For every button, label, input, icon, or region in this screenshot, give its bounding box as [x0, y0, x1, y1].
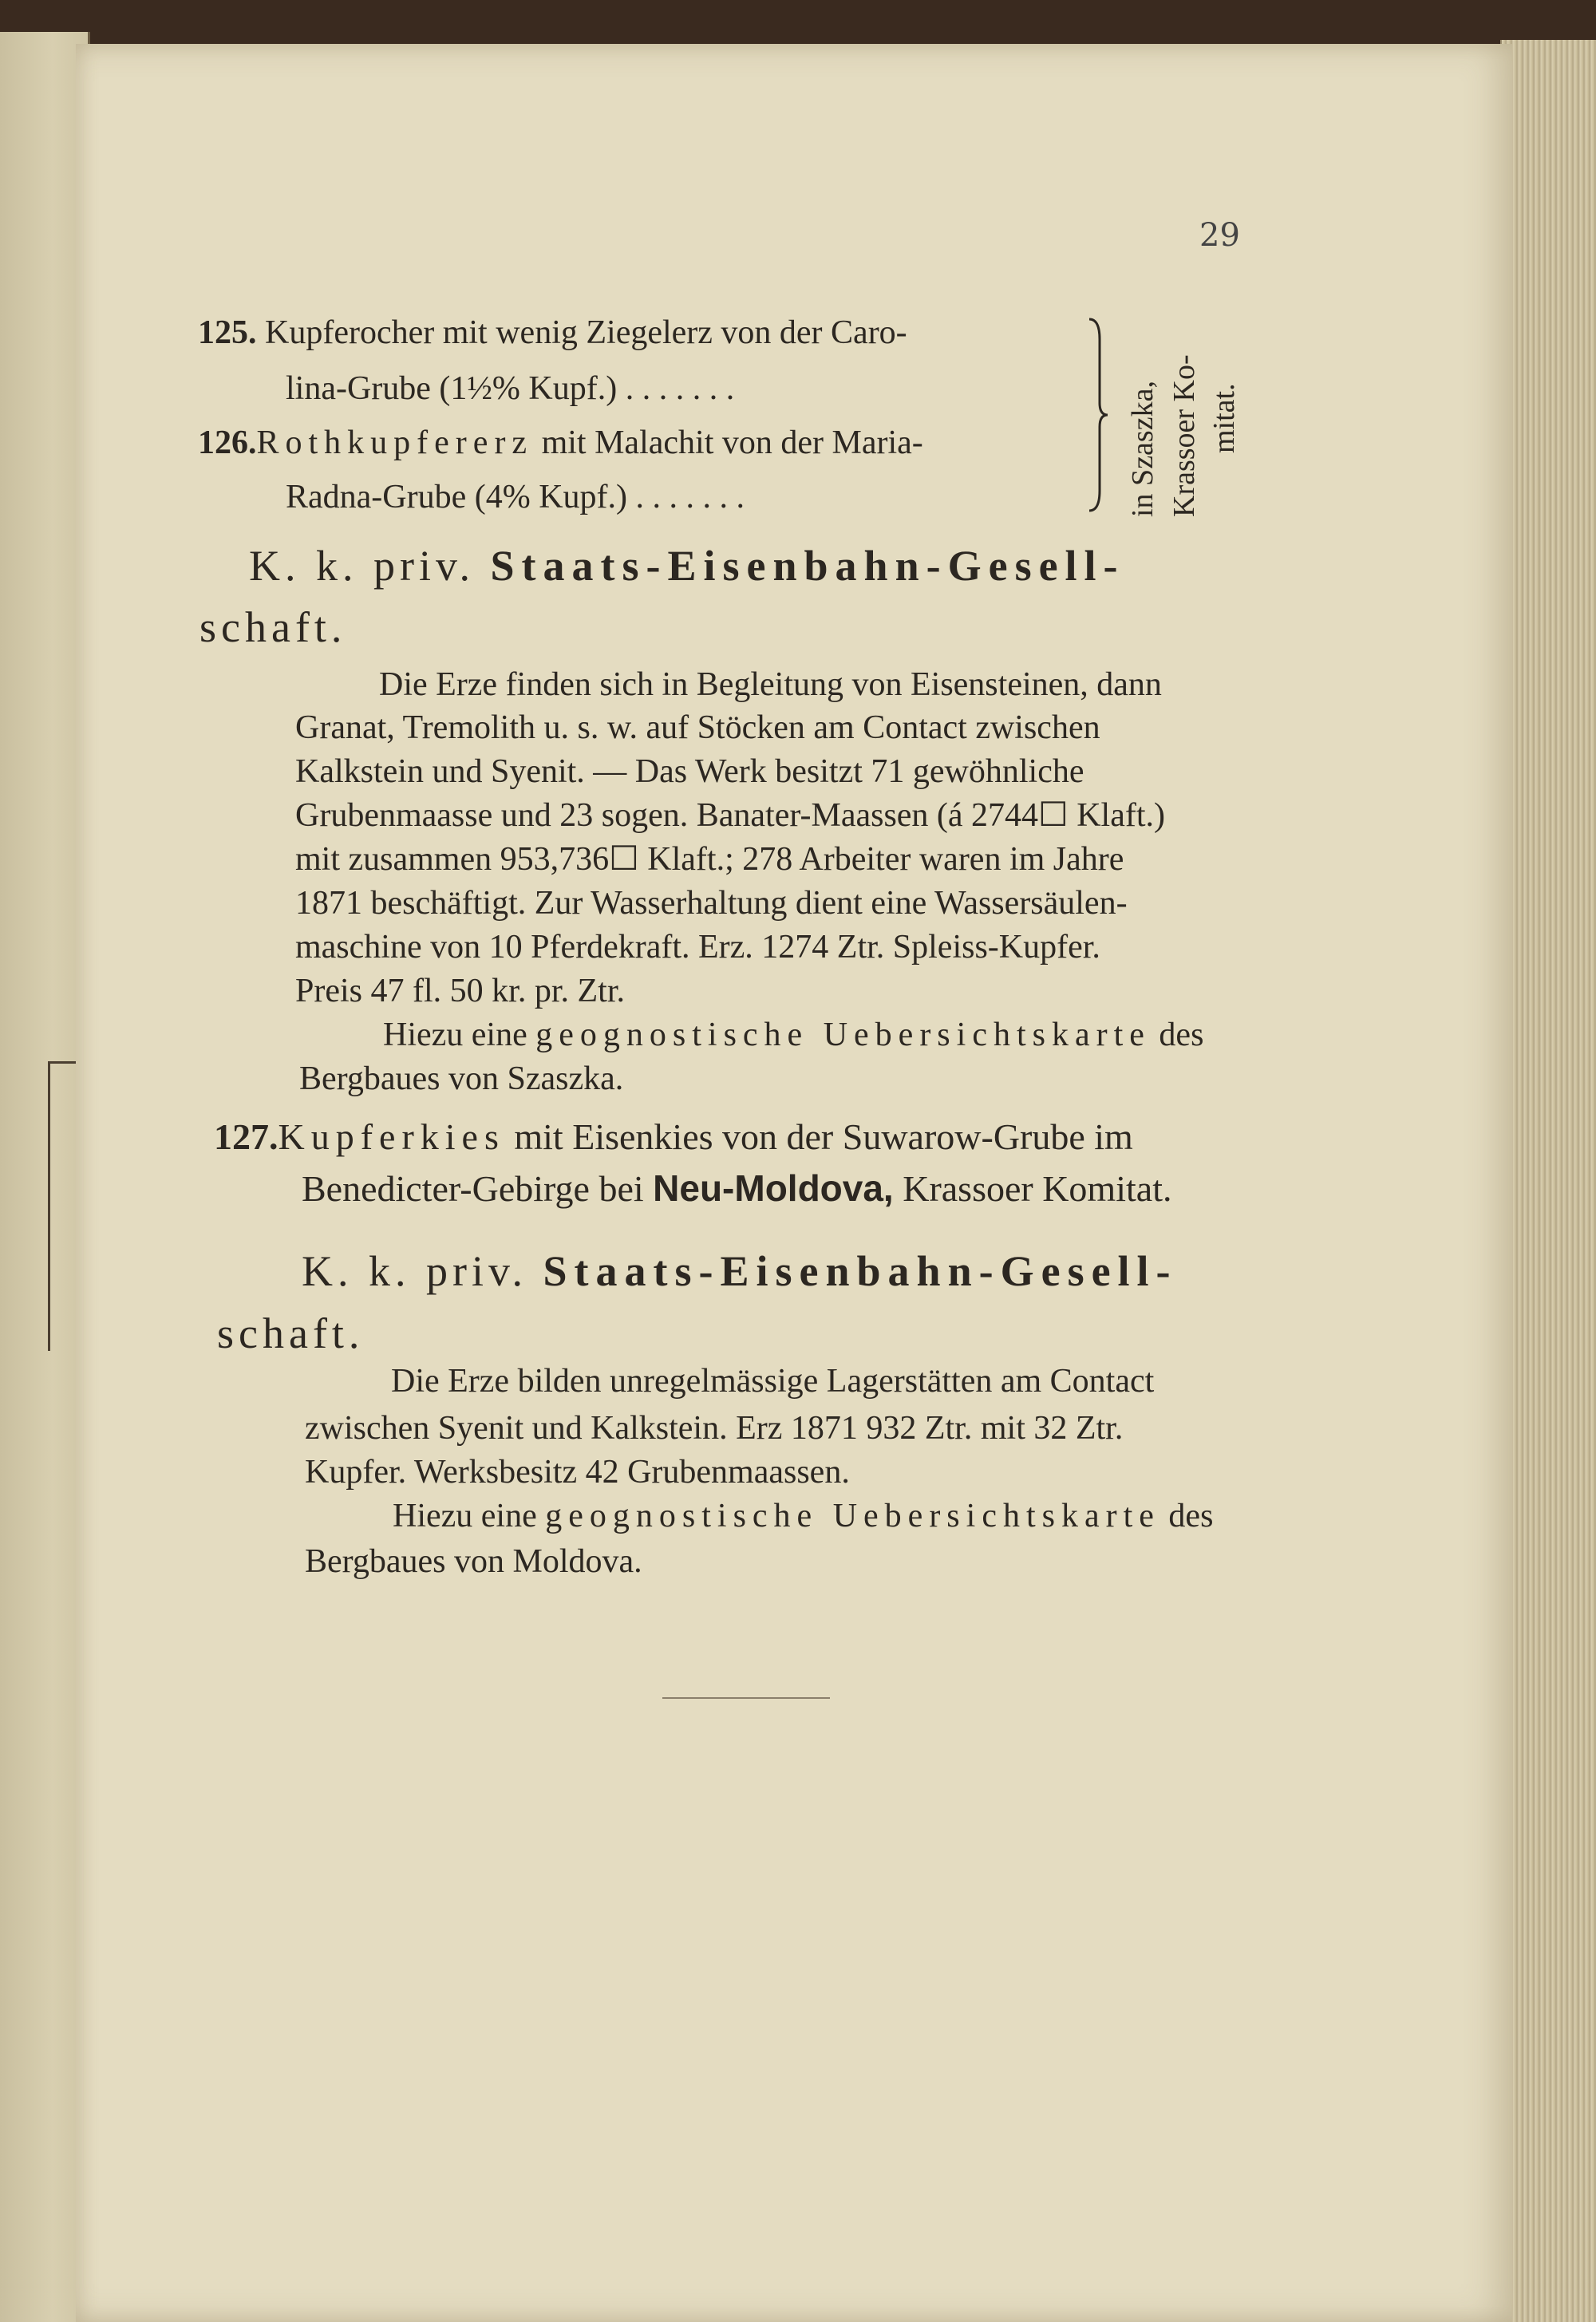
company1-body-line: maschine von 10 Pferdekraft. Erz. 1274 Ztr. Spleiss-Kupfer.	[295, 929, 1100, 966]
company-heading-2-cont: schaft.	[217, 1309, 365, 1357]
entry-125-line2: lina-Grube (1½% Kupf.) . . . . . . .	[286, 370, 735, 407]
brace-bracket	[1085, 315, 1109, 515]
company2-map-note-line2: Bergbaues von Moldova.	[305, 1543, 642, 1580]
company1-body-line: Die Erze finden sich in Begleitung von Eisensteinen, dann	[379, 666, 1162, 703]
company2-map-note: Hiezu eine geognostische Uebersichtskarte des	[393, 1498, 1214, 1534]
entry-127-line2: Benedicter-Gebirge bei Neu-Moldova, Krassoer Komitat.	[302, 1167, 1172, 1209]
company1-body-line: mit zusammen 953,736☐ Klaft.; 278 Arbeiter waren im Jahre	[295, 841, 1124, 878]
company1-body-line: 1871 beschäftigt. Zur Wasserhaltung dient eine Wassersäulen-	[295, 885, 1128, 922]
company2-body-line: Kupfer. Werksbesitz 42 Grubenmaassen.	[305, 1454, 850, 1491]
company-heading-2: K. k. priv. Staats-Eisenbahn-Gesell-	[302, 1247, 1178, 1295]
company2-body-line: Die Erze bilden unregelmässige Lagerstätten am Contact	[391, 1363, 1155, 1400]
side-note-line1: in Szaszka,	[1126, 381, 1159, 517]
company1-body-line: Granat, Tremolith u. s. w. auf Stöcken am Contact zwischen	[295, 709, 1100, 746]
entry-125-line1: 125. Kupferocher mit wenig Ziegelerz von der Caro-	[198, 314, 907, 351]
side-note-line3: mitat.	[1207, 383, 1241, 453]
entry-126-line2: Radna-Grube (4% Kupf.) . . . . . . .	[286, 479, 745, 515]
company-heading-1-cont: schaft.	[200, 603, 347, 651]
end-rule	[662, 1697, 830, 1699]
side-note-line2: Krassoer Ko-	[1167, 354, 1201, 517]
entry-126-line1: 126.Rothkupfererz mit Malachit von der Maria-	[198, 425, 923, 461]
company1-map-note: Hiezu eine geognostische Uebersichtskarte des	[383, 1017, 1204, 1053]
company2-body-line: zwischen Syenit und Kalkstein. Erz 1871 932 Ztr. mit 32 Ztr.	[305, 1410, 1124, 1447]
entry-127-line1: 127.Kupferkies mit Eisenkies von der Suwarow-Grube im	[214, 1116, 1133, 1157]
company-heading-1: K. k. priv. Staats-Eisenbahn-Gesell-	[249, 542, 1125, 590]
company1-body-line: Grubenmaasse und 23 sogen. Banater-Maassen (á 2744☐ Klaft.)	[295, 797, 1165, 834]
company1-body-line: Kalkstein und Syenit. — Das Werk besitzt 71 gewöhnliche	[295, 753, 1084, 790]
company1-map-note-line2: Bergbaues von Szaszka.	[299, 1060, 624, 1097]
company1-body-line: Preis 47 fl. 50 kr. pr. Ztr.	[295, 973, 625, 1009]
page-number: 29	[1199, 217, 1240, 254]
page-stack-edges	[1500, 40, 1596, 2322]
